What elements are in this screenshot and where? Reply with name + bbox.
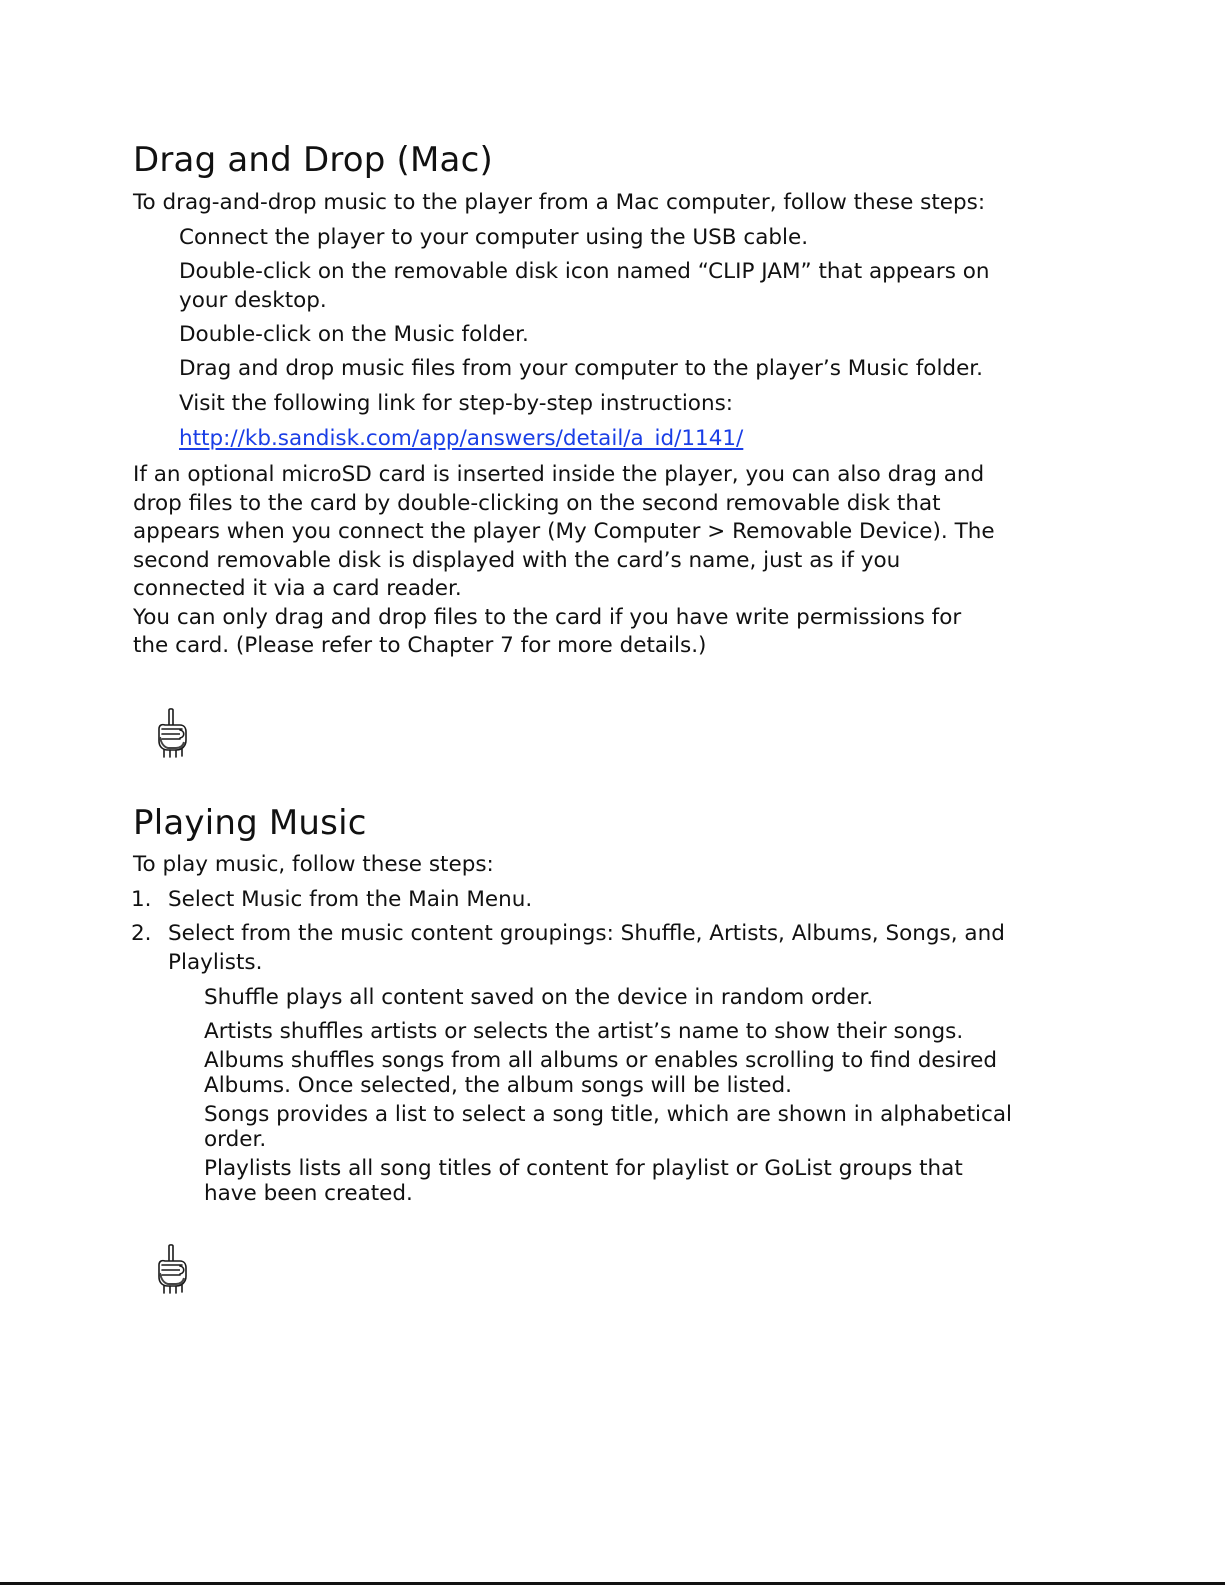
sub-item-line: have been created. [204,1180,413,1206]
section-heading-mac: Drag and Drop (Mac) [133,140,493,180]
intro-text-mac: To drag-and-drop music to the player from a Mac computer, follow these steps: [133,190,986,215]
permissions-paragraph-line: the card. (Please refer to Chapter 7 for more details.) [133,633,707,658]
permissions-paragraph-line: You can only drag and drop files to the card if you have write permissions for [133,604,962,630]
sub-item-line: Albums shuffles songs from all albums or enables scrolling to find desired [204,1048,998,1073]
step-item: Visit the following link for step-by-step instructions: [179,391,734,416]
list-number: 2. [131,921,152,946]
microsd-paragraph-line: drop files to the card by double-clicking on the second removable disk that [133,490,941,516]
sub-item-line: order. [204,1126,267,1152]
step-item: Connect the player to your computer using the USB cable. [179,225,809,250]
microsd-paragraph-line: If an optional microSD card is inserted inside the player, you can also drag and [133,462,985,487]
sub-item-line: Albums. Once selected, the album songs will be listed. [204,1072,792,1098]
step-item: Drag and drop music files from your computer to the player’s Music folder. [179,356,984,381]
step-item-continued: your desktop. [179,288,327,313]
microsd-paragraph-line: connected it via a card reader. [133,576,462,601]
sub-item-albums [204,1049,1084,1098]
step-item: Double-click on the Music folder. [179,322,529,347]
section-heading-playing: Playing Music [133,803,367,843]
numbered-item-text: Select from the music content groupings: Shuffle, Artists, Albums, Songs, and [168,921,1005,946]
intro-text-playing: To play music, follow these steps: [133,852,494,877]
numbered-item-text-continued: Playlists. [168,950,263,975]
sub-item-line: Playlists lists all song titles of content for playlist or GoList groups that [204,1156,963,1181]
microsd-paragraph-line: second removable disk is displayed with the card’s name, just as if you [133,547,901,573]
numbered-item-text: Select Music from the Main Menu. [168,887,533,912]
list-number: 1. [131,887,152,912]
microsd-paragraph-line: appears when you connect the player (My Computer > Removable Device). The [133,519,995,544]
kb-link[interactable]: http://kb.sandisk.com/app/answers/detail/a_id/1141/ [179,426,744,451]
sub-item-playlists [204,1157,1084,1206]
sub-item-line: Songs provides a list to select a song title, which are shown in alphabetical [204,1102,1012,1127]
sub-item-shuffle: Shuffle plays all content saved on the device in random order. [204,985,874,1010]
pointing-hand-icon [152,1243,192,1295]
sub-item-songs [204,1103,1084,1152]
sub-item-artists: Artists shuffles artists or selects the artist’s name to show their songs. [204,1019,964,1044]
pointing-hand-icon [152,707,192,759]
step-item: Double-click on the removable disk icon named “CLIP JAM” that appears on [179,259,990,284]
